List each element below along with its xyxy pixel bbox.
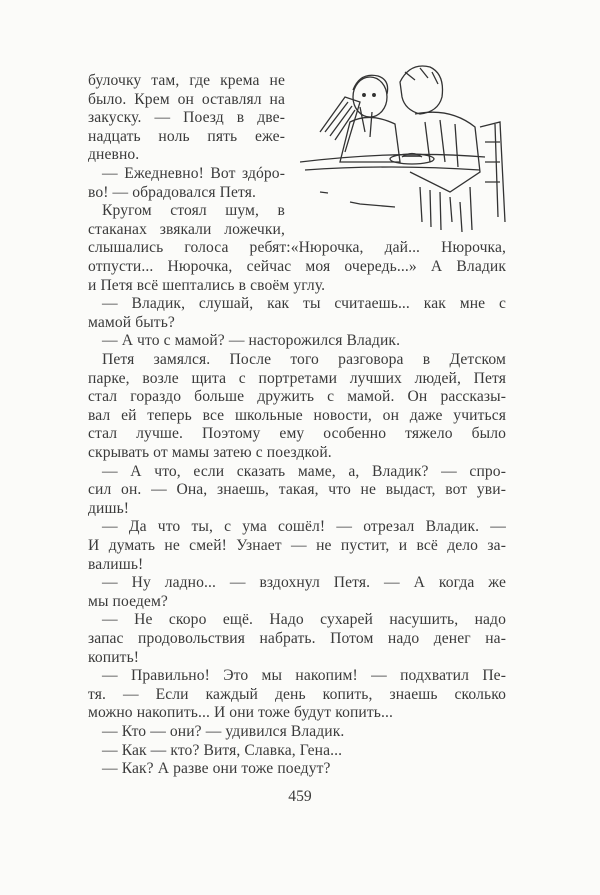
text-line: и Петя всё шептались в своём углу. (88, 276, 326, 294)
text-line: — А что, если сказать маме, а, Владик? — спро- (102, 462, 506, 480)
text-line: — Как — кто? Витя, Славка, Гена... (102, 741, 343, 759)
illustration-two-boys-at-table (300, 62, 515, 234)
text-line: Кругом стоял шум, в (102, 202, 285, 220)
text-line: слышались голоса ребят:«Нюрочка, дай... Нюрочка, (88, 239, 506, 257)
text-line: сил он. — Она, знаешь, такая, что не выдаст, вот уви- (88, 481, 506, 499)
text-line: парке, возле щита с портретами лучших людей, Петя (88, 369, 506, 387)
text-line: — Не скоро ещё. Надо сухарей насушить, надо (102, 611, 506, 629)
text-line: можно накопить... И они тоже будут копить... (88, 704, 393, 722)
text-line: скрывать от мамы затею с поездкой. (88, 444, 332, 461)
text-line: мамой быть? (88, 313, 175, 331)
text-line: — Правильно! Это мы накопим! — подхватил Пе- (102, 667, 506, 685)
text-line: копить! (88, 648, 140, 666)
text-line: вал ей теперь все школьные новости, он даже учиться (88, 406, 506, 424)
text-line: стаканах звякали ложечки, (88, 220, 285, 238)
text-line: булочку там, где крема не (88, 72, 285, 89)
text-line: стал лучше. Поэтому ему особенно тяжело было (88, 425, 506, 443)
text-line: стал гораздо больше дружить с мамой. Он рассказы- (88, 388, 506, 406)
text-line: — Владик, слушай, как ты считаешь... как мне с (102, 295, 506, 313)
text-line: — Кто — они? — удивился Владик. (102, 723, 345, 740)
text-line: — Да что ты, с ума сошёл! — отрезал Владик. — (102, 518, 506, 536)
text-line: — Как? А разве они тоже поедут? (102, 760, 331, 778)
text-line: — А что с мамой? — насторожился Владик. (102, 332, 401, 350)
text-line: — Ну ладно... — вздохнул Петя. — А когда же (102, 574, 506, 592)
text-line: надцать ноль пять еже- (88, 127, 285, 145)
text-line: И думать не смей! Узнает — не пустит, и всё дело за- (88, 537, 506, 554)
text-line: во! — обрадовался Петя. (88, 183, 256, 201)
text-line: Петя замялся. После того разговора в Детском (102, 351, 506, 368)
text-line: закуску. — Поезд в две- (88, 109, 285, 127)
text-line: отпусти... Нюрочка, сейчас моя очередь...» А Владик (88, 258, 506, 275)
text-line: мы поедем? (88, 592, 168, 610)
text-line: было. Крем он оставлял на (88, 90, 285, 108)
text-line: запас продовольствия набрать. Потом надо денег на- (88, 630, 506, 647)
text-line: валишь! (88, 555, 144, 573)
page-number: 459 (288, 788, 312, 805)
text-line: дневно. (88, 146, 140, 164)
text-line: — Ежедневно! Вот здóро- (102, 165, 285, 182)
text-line: тя. — Если каждый день копить, знаешь сколько (88, 685, 506, 703)
text-line: дишь! (88, 499, 130, 517)
